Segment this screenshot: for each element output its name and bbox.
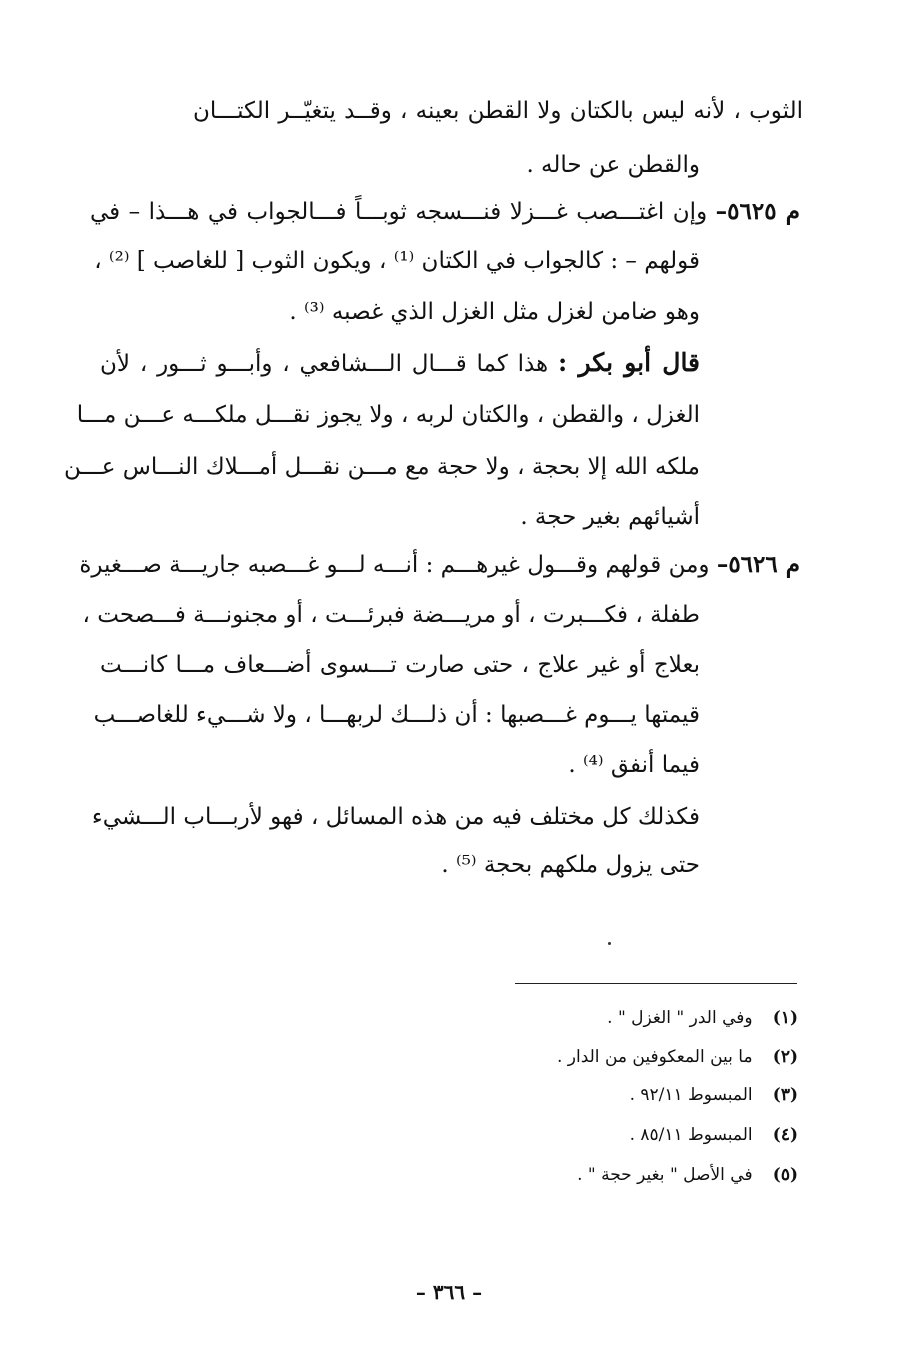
entry-number-5625: م ٥٦٢٥– (715, 198, 801, 225)
body-line-5: وهو ضامن لغزل مثل الغزل الذي غصبه ⁽³⁾ . (289, 299, 700, 325)
body-line-12: بعلاج أو غير علاج ، حتى صارت تـــسوى أضـــعاف مـــا كانـــت (100, 652, 700, 678)
page-number: – ٣٦٦ – (415, 1280, 483, 1304)
body-line-11: طفلة ، فكـــبرت ، أو مريـــضة فبرئـــت ، أو مجنونـــة فـــصحت ، (82, 602, 700, 628)
body-line-4: قولهم – : كالجواب في الكتان ⁽¹⁾ ، ويكون الثوب [ للغاصب ] ⁽²⁾ ، (94, 248, 700, 274)
footnote-2 (398, 1042, 798, 1072)
footnote-1 (398, 1003, 798, 1033)
stray-mark (608, 942, 611, 945)
footnote-text: في الأصل " بغير حجة " . (577, 1165, 753, 1185)
speaker-paragraph-line-1 (100, 338, 700, 388)
entry-5626-line-1 (79, 540, 800, 590)
body-line-7: الغزل ، والقطن ، والكتان لربه ، ولا يجوز نقـــل ملكـــه عـــن مـــا (76, 402, 700, 428)
entry-5625-text: وإن اغتـــصب غـــزلا فنـــسجه ثوبـــاً فـــالجواب في هـــذا – في (90, 199, 708, 225)
body-line-13: قيمتها يـــوم غـــصبها : أن ذلـــك لربهـــا ، ولا شـــيء للغاصـــب (93, 702, 700, 728)
footnote-number: (٤) (772, 1125, 798, 1145)
body-line-1: الثوب ، لأنه ليس بالكتان ولا القطن بعينه ، وقــد يتغيّــر الكتـــان (193, 98, 803, 124)
footnote-text: ما بين المعكوفين من الدار . (556, 1047, 753, 1067)
footnote-4 (398, 1120, 798, 1150)
footnote-number: (١) (772, 1008, 798, 1028)
footnote-separator (515, 983, 797, 984)
entry-5625-line-1 (90, 187, 800, 237)
speaker-label: قال أبو بكر : (558, 348, 701, 377)
body-line-2: والقطن عن حاله . (526, 152, 700, 178)
footnote-text: المبسوط ٨٥/١١ . (629, 1125, 753, 1145)
footnote-number: (٢) (772, 1047, 798, 1067)
entry-number-5626: م ٥٦٢٦– (716, 551, 800, 578)
body-line-16: حتى يزول ملكهم بحجة ⁽⁵⁾ . (441, 852, 700, 878)
footnote-number: (٣) (772, 1085, 798, 1105)
entry-5626-text: ومن قولهم وقـــول غيرهـــم : أنـــه لـــو غـــصبه جاريـــة صـــغيرة (79, 552, 710, 578)
body-line-15: فكذلك كل مختلف فيه من هذه المسائل ، فهو لأربـــاب الـــشيء (91, 804, 700, 830)
body-line-14: فيما أنفق ⁽⁴⁾ . (568, 752, 700, 778)
footnote-number: (٥) (772, 1165, 798, 1185)
footnote-3 (398, 1080, 798, 1110)
footnote-text: وفي الدر " الغزل " . (607, 1008, 753, 1028)
body-line-9: أشيائهم بغير حجة . (520, 504, 700, 530)
footnote-5 (398, 1160, 798, 1190)
body-line-8: ملكه الله إلا بحجة ، ولا حجة مع مـــن نقـــل أمـــلاك النـــاس عـــن (64, 454, 700, 480)
speaker-text: هذا كما قـــال الـــشافعي ، وأبـــو ثـــور ، لأن (100, 351, 549, 377)
footnote-text: المبسوط ٩٢/١١ . (629, 1085, 753, 1105)
